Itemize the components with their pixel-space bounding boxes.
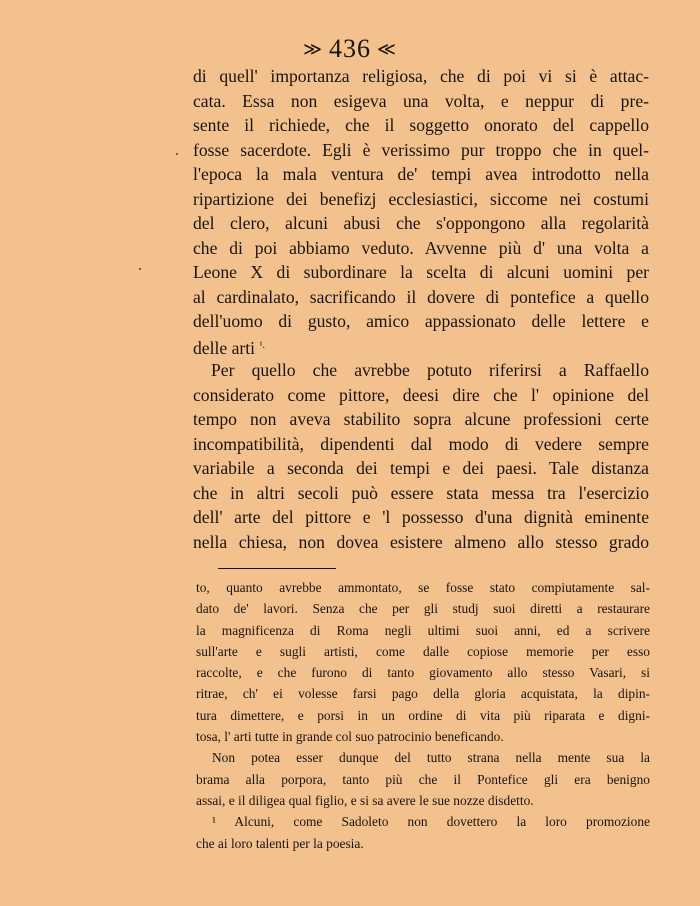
note-line: assai, e il diligea qual figlio, e si sa avere le sue nozze disdetto. (196, 792, 534, 808)
text-line: delle arti (193, 337, 256, 358)
text-line: l'epoca la mala ventura de' tempi avea introdotto nella (193, 164, 649, 184)
text-line: ripartizione dei benefizj ecclesiastici, siccome nei costumi (193, 188, 649, 209)
note-line: dato de' lavori. Senza che per gli studj suoi diretti a restaurare (196, 601, 650, 617)
text-line: che di poi abbiamo veduto. Avvenne più d' una volta a (193, 237, 649, 258)
text-line: Leone X di subordinare la scelta di alcuni uomini per (193, 262, 649, 282)
note-line: la magnificenza di Roma negli ultimi suoi anni, ed a scrivere (196, 622, 650, 638)
note-line: brama alla porpora, tanto più che il Pontefice gli era benigno (196, 771, 650, 787)
page-number: 436 (329, 34, 371, 63)
footnote-separator (218, 568, 336, 569)
text-line: considerato come pittore, deesi dire che l' opinione del (193, 384, 649, 405)
text-line: del clero, alcuni abusi che s'oppongono alla regolarità (193, 213, 649, 233)
ornament-left: ≫ (303, 39, 323, 59)
main-text-block (193, 64, 649, 554)
paper-speck (176, 153, 178, 155)
ornament-right: ≪ (377, 39, 397, 59)
text-line-paragraph-end (193, 334, 649, 359)
text-line: cata. Essa non esigeva una volta, e neppur di pre- (193, 90, 649, 111)
text-line: di quell' importanza religiosa, che di poi vi si è attac- (193, 66, 649, 86)
text-line: tempo non aveva stabilito sopra alcune professioni certe (193, 409, 649, 429)
text-line: che in altri secoli può essere stata messa tra l'esercizio (193, 482, 649, 503)
note-line: tosa, l' arti tutte in grande col suo patrocinio beneficando. (196, 729, 504, 745)
footnote-1: ¹ Alcuni, come Sadoleto non dovettero la loro promozione (212, 814, 650, 830)
text-line: dell' arte del pittore e 'l possesso d'una dignità eminente (193, 507, 649, 527)
footnote-reference: ¹. (259, 339, 265, 351)
note-line: Non potea esser dunque del tutto strana nella mente sua la (212, 750, 650, 766)
paper-speck (139, 268, 141, 270)
footnotes-block (196, 577, 650, 854)
text-line: dell'uomo di gusto, amico appassionato delle lettere e (193, 311, 649, 331)
page-number-header (0, 34, 700, 64)
note-line: to, quanto avrebbe ammontato, se fosse stato compiutamente sal- (196, 580, 650, 595)
text-line: nella chiesa, non dovea esistere almeno allo stesso grado (193, 531, 649, 552)
note-line: tura dimettere, e porsi in un ordine di vita più riparata e digni- (196, 707, 650, 723)
text-line: sente il richiede, che il soggetto onorato del cappello (193, 115, 649, 135)
text-line: fosse sacerdote. Egli è verissimo pur troppo che in quel- (193, 139, 649, 160)
text-line-paragraph-start: Per quello che avrebbe potuto riferirsi a Raffaello (211, 360, 649, 380)
note-line: sull'arte e sugli artisti, come dalle copiose memorie per esso (196, 643, 650, 659)
note-line: ritrae, ch' ei volesse farsi pago della gloria acquistata, la dipin- (196, 686, 650, 702)
text-line: variabile a seconda dei tempi e dei paesi. Tale distanza (193, 458, 649, 478)
text-line: al cardinalato, sacrificando il dovere di pontefice a quello (193, 286, 649, 307)
note-line: che ai loro talenti per la poesia. (196, 835, 364, 851)
text-line: incompatibilità, dipendenti dal modo di vedere sempre (193, 433, 649, 454)
note-line: raccolte, e che furono di tanto giovamento allo stesso Vasari, si (196, 665, 650, 681)
